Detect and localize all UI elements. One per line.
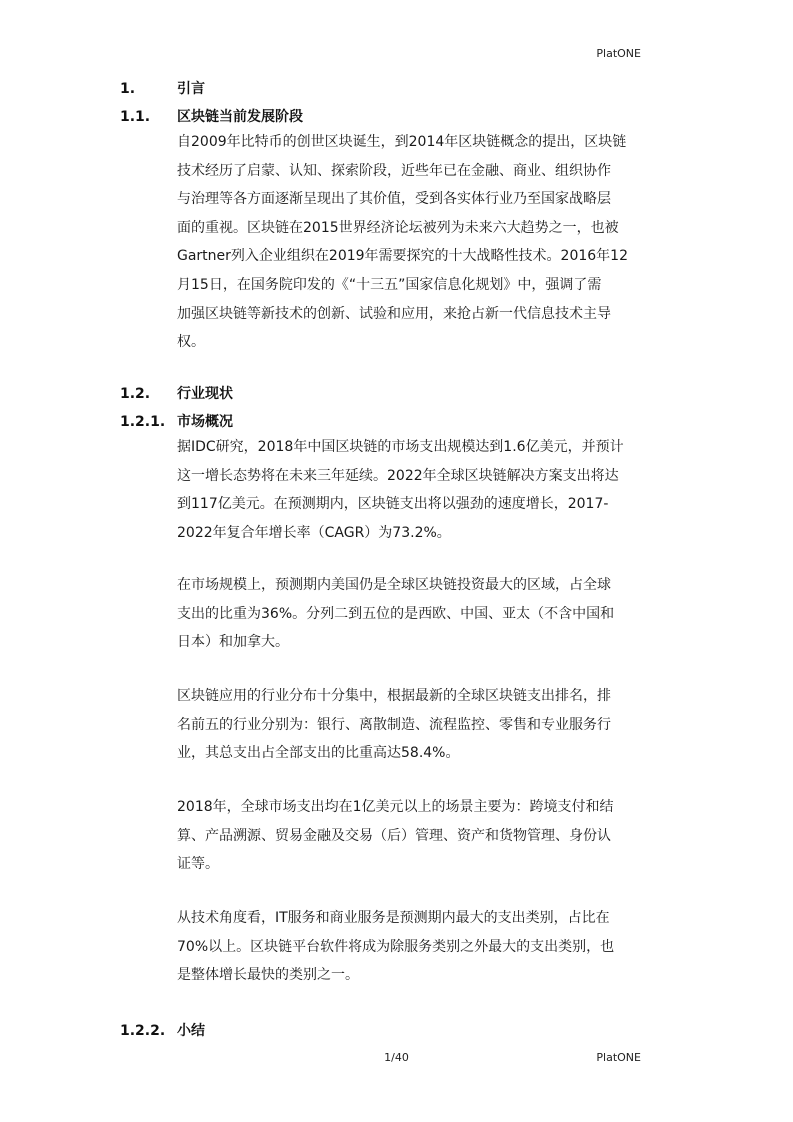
text-line: 在市场规模上，预测期内美国仍是全球区块链投资最大的区域，占全球	[177, 577, 611, 593]
text-line: 支出的比重为36%。分列二到五位的是西欧、中国、亚太（不含中国和	[177, 605, 615, 622]
text-line: 算、产品溯源、贸易金融及交易（后）管理、资产和货物管理、身份认	[177, 827, 611, 844]
heading-number: 1.2.2.	[120, 1023, 166, 1039]
paragraph-regions	[177, 571, 647, 657]
heading-number: 1.2.1.	[120, 414, 166, 430]
heading-1-2	[120, 383, 233, 403]
text-line: 区块链应用的行业分布十分集中，根据最新的全球区块链支出排名，排	[177, 688, 611, 704]
paragraph-market-size	[177, 433, 647, 547]
heading-1-1	[120, 106, 303, 126]
paragraph-intro	[177, 128, 647, 357]
text-line: 70%以上。区块链平台软件将成为除服务类别之外最大的支出类别，也	[177, 938, 615, 955]
text-line: 据IDC研究，2018年中国区块链的市场支出规模达到1.6亿美元，并预计	[177, 439, 624, 455]
header-brand: PlatONE	[596, 47, 641, 60]
paragraph-scenarios	[177, 793, 647, 879]
text-line: 业，其总支出占全部支出的比重高达58.4%。	[177, 745, 460, 762]
heading-number: 1.1.	[120, 109, 151, 125]
text-line: 技术经历了启蒙、认知、探索阶段，近些年已在金融、商业、组织协作	[177, 162, 611, 179]
text-line: 2018年，全球市场支出均在1亿美元以上的场景主要为：跨境支付和结	[177, 799, 614, 815]
heading-title: 小结	[177, 1023, 205, 1039]
text-line: 证等。	[177, 856, 219, 873]
page-number: 1/40	[384, 1051, 409, 1064]
paragraph-technology	[177, 904, 647, 990]
text-line: 权。	[177, 334, 205, 351]
heading-number: 1.2.	[120, 386, 151, 402]
text-line: 到117亿美元。在预测期内，区块链支出将以强劲的速度增长，2017-	[177, 496, 609, 513]
text-line: 名前五的行业分别为：银行、离散制造、流程监控、零售和专业服务行	[177, 716, 611, 733]
heading-1-2-1	[120, 411, 233, 431]
heading-number: 1.	[120, 81, 136, 97]
text-line: 从技术角度看，IT服务和商业服务是预测期内最大的支出类别，占比在	[177, 910, 610, 926]
text-line: 月15日，在国务院印发的《“十三五”国家信息化规划》中，强调了需	[177, 276, 602, 293]
heading-1	[120, 78, 205, 98]
text-line: 2022年复合年增长率（CAGR）为73.2%。	[177, 524, 451, 541]
footer-brand: PlatONE	[596, 1051, 641, 1064]
text-line: 这一增长态势将在未来三年延续。2022年全球区块链解决方案支出将达	[177, 467, 619, 484]
text-line: Gartner列入企业组织在2019年需要探究的十大战略性技术。2016年12	[177, 248, 628, 265]
paragraph-industries	[177, 682, 647, 768]
text-line: 面的重视。区块链在2015世界经济论坛被列为未来六大趋势之一，也被	[177, 219, 619, 236]
text-line: 自2009年比特币的创世区块诞生，到2014年区块链概念的提出，区块链	[177, 134, 627, 150]
text-line: 加强区块链等新技术的创新、试验和应用，来抢占新一代信息技术主导	[177, 305, 611, 322]
text-line: 是整体增长最快的类别之一。	[177, 967, 359, 984]
text-line: 与治理等各方面逐渐呈现出了其价值，受到各实体行业乃至国家战略层	[177, 191, 611, 208]
heading-title: 引言	[177, 81, 205, 97]
heading-title: 行业现状	[177, 386, 233, 402]
heading-title: 市场概况	[177, 414, 233, 430]
heading-title: 区块链当前发展阶段	[177, 109, 303, 125]
text-line: 日本）和加拿大。	[177, 634, 289, 651]
heading-1-2-2	[120, 1020, 205, 1040]
